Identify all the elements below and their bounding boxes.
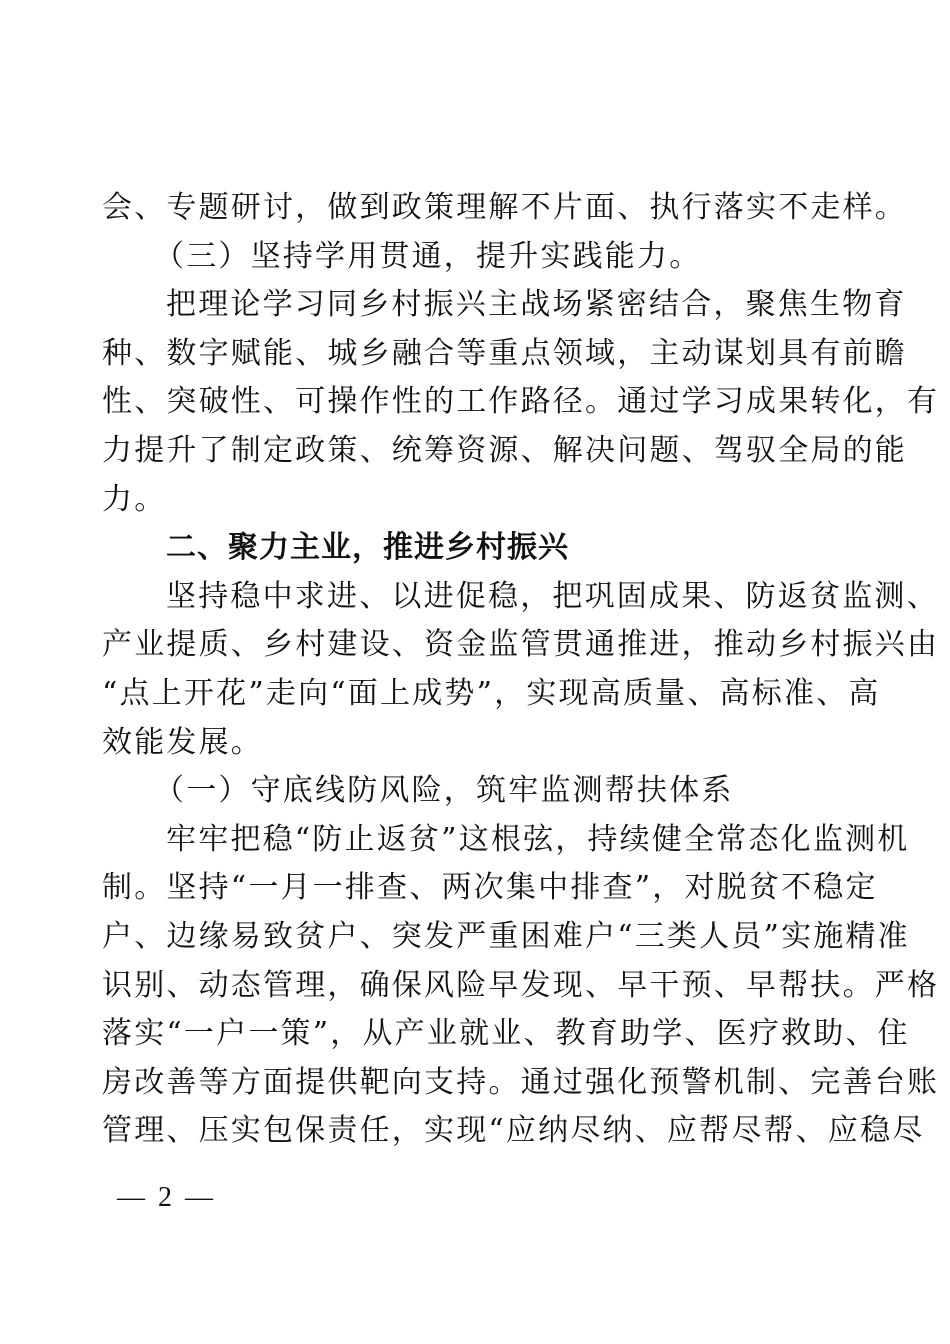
paragraph-line: 识别、动态管理，确保风险早发现、早干预、早帮扶。严格 [102,967,940,1003]
paragraph-line: 制。坚持“一月一排查、两次集中排查”，对脱贫不稳定 [102,870,878,906]
paragraph-line: 房改善等方面提供靶向支持。通过强化预警机制、完善台账 [102,1064,940,1100]
paragraph-line: 产业提质、乡村建设、资金监管贯通推进，推动乡村振兴由 [102,627,940,663]
paragraph-line: 种、数字赋能、城乡融合等重点领域，主动谋划具有前瞻 [102,335,907,371]
paragraph-line: 力提升了制定政策、统筹资源、解决问题、驾驭全局的能 [102,432,907,468]
paragraph-line: 牢牢把稳“防止返贫”这根弦，持续健全常态化监测机 [166,821,910,857]
subsection-heading-3: （三）坚持学用贯通，提升实践能力。 [154,238,702,274]
subsection-heading-1: （一）守底线防风险，筑牢监测帮扶体系 [154,773,734,809]
section-heading-2: 二、聚力主业，推进乡村振兴 [166,530,569,566]
paragraph-line: 管理、压实包保责任，实现“应纳尽纳、应帮尽帮、应稳尽 [102,1113,925,1149]
paragraph-line: 户、边缘易致贫户、突发严重困难户“三类人员”实施精准 [102,918,910,954]
paragraph-line: 力。 [102,481,167,517]
paragraph-line: “点上开花”走向“面上成势”，实现高质量、高标准、高 [102,675,881,711]
paragraph-line: 坚持稳中求进、以进促稳，把巩固成果、防返贫监测、 [166,578,939,614]
document-body [102,184,940,1156]
paragraph-line: 会、专题研讨，做到政策理解不片面、执行落实不走样。 [102,190,907,225]
page-number: — 2 — [117,1182,216,1213]
paragraph-line: 落实“一户一策”，从产业就业、教育助学、医疗救助、住 [102,1016,910,1052]
paragraph-line: 把理论学习同乡村振兴主战场紧密结合，聚焦生物育 [166,287,907,323]
paragraph-line: 效能发展。 [102,724,263,760]
paragraph-line: 性、突破性、可操作性的工作路径。通过学习成果转化，有 [102,384,940,420]
